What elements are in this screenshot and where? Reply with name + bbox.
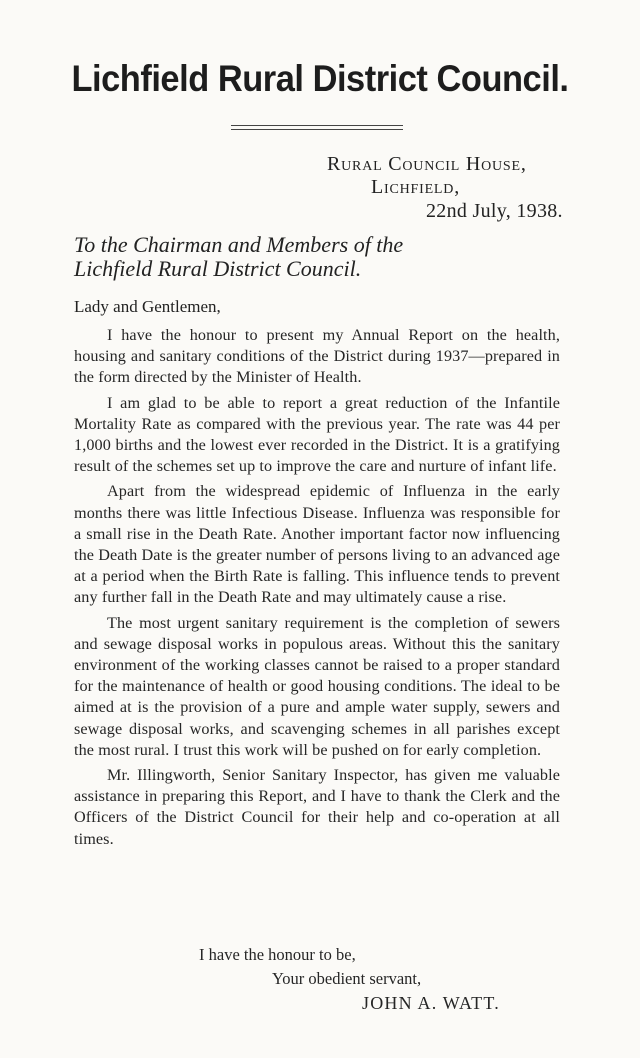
address-line-2: Lichfield,: [371, 176, 460, 198]
paragraph-5: Mr. Illingworth, Senior Sanitary Inspector, has given me valuable assistance in preparing this Report, and I have to thank the Clerk and the Officers of the District Council for their help and co-operation at all times.: [74, 766, 560, 848]
closing-line-2: Your obedient servant,: [272, 969, 422, 988]
signature: JOHN A. WATT.: [362, 993, 500, 1013]
document-title: Lichfield Rural District Council.: [71, 58, 569, 99]
address-line-1: Rural Council House,: [327, 153, 527, 175]
paragraph-2: I am glad to be able to report a great reduction of the Infantile Mortality Rate as compared with the previous year. The rate was 44 per 1,000 births and the lowest ever recorded in the District. It is a gratifying result of the schemes set up to improve the care and nurture of infant life.: [74, 393, 560, 476]
paragraph-1: I have the honour to present my Annual Report on the health, housing and sanitary conditions of the District during 1937—prepared in the form directed by the Minister of Health.: [74, 326, 560, 387]
salutation: Lady and Gentlemen,: [74, 297, 221, 316]
paragraph-3: Apart from the widespread epidemic of Influenza in the early months there was little Infectious Disease. Influenza was responsible for a small rise in the Death Rate. Another important factor now influencing the Death Date is the greater number of persons living to an advanced age at a period when the Birth Rate is falling. This influence tends to prevent any further fall in the Death Rate and may ultimately cause a rise.: [74, 482, 561, 607]
addressee-line-2: Lichfield Rural District Council.: [74, 256, 362, 281]
letter-date: 22nd July, 1938.: [426, 200, 563, 222]
addressee-line-1: To the Chairman and Members of the: [74, 232, 404, 257]
letter-body: [74, 325, 560, 854]
closing-line-1: I have the honour to be,: [199, 945, 356, 964]
paragraph-4: The most urgent sanitary requirement is the completion of sewers and sewage disposal works in populous areas. Without this the sanitary environment of the working classes cannot be raised to a proper standard for the maintenance of health or good housing conditions. The ideal to be aimed at is the provision of a pure and ample water supply, sewers and sewage disposal works, and scavenging schemes in all parishes except the most rural. I trust this work will be pushed on for early completion.: [74, 613, 560, 759]
title-rule-lower: [231, 129, 403, 130]
title-rule-upper: [231, 125, 403, 126]
